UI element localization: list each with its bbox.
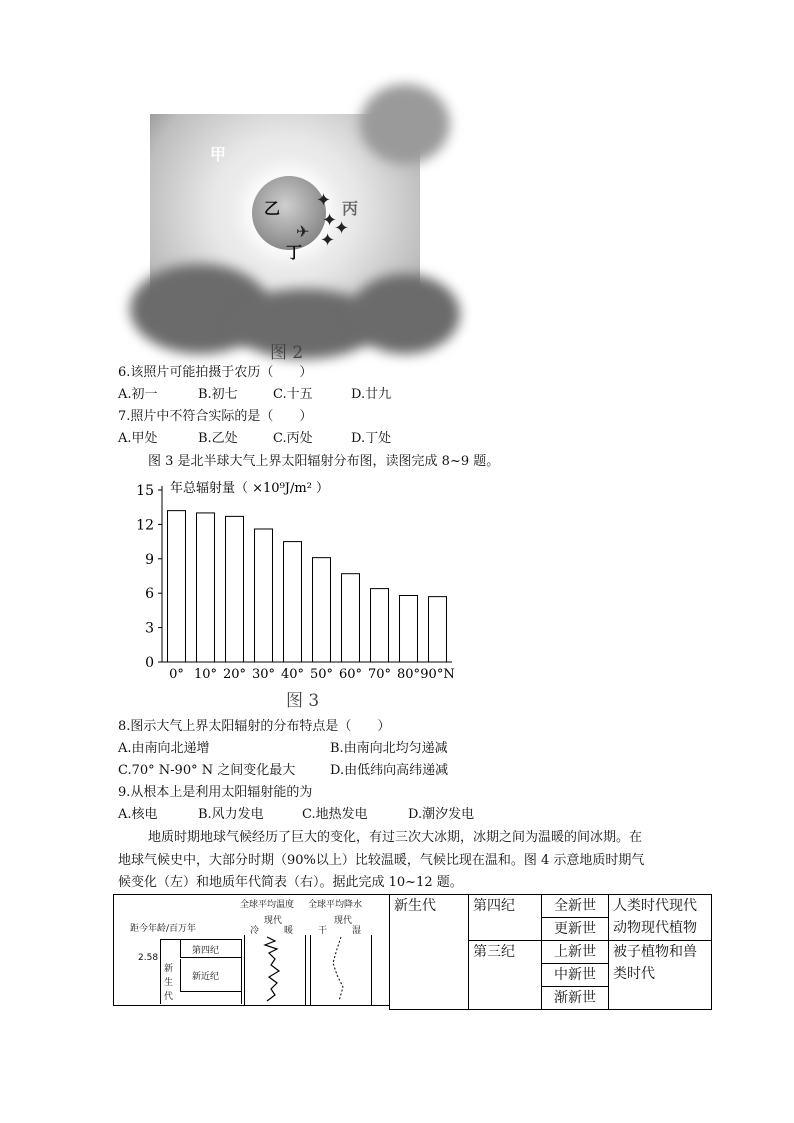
y-tick-label: 6 [145,586,154,603]
period-quaternary: 第四纪 [469,895,542,941]
bar [429,597,447,662]
radiation-chart-svg [120,474,460,682]
moon-photo [150,114,420,326]
bar [226,516,244,662]
dry-label: 干 [318,926,328,936]
bar [371,589,389,662]
precipitation-curve [311,935,371,1005]
cenozoic-label-1: 新 [164,964,174,974]
q7-option-c: C.丙处 [273,431,313,446]
q8-option-c: C.70° N-90° N 之间变化最大 [118,763,296,778]
cenozoic-label-3: 代 [164,992,174,1002]
temperature-curve [245,935,305,1005]
q7-option-d: D.丁处 [351,431,392,446]
star-icon: ✦ [320,230,336,251]
figure2-caption: 图 2 [270,343,304,363]
passage-line-2: 地球气候史中，大部分时期（90%以上）比较温暖，气候比现在温和。图 4 示意地质时期气 [118,853,645,868]
q9-option-a: A.核电 [118,807,158,822]
intro-8-9: 图 3 是北半球大气上界太阳辐射分布图，读图完成 8~9 题。 [148,454,500,469]
y-tick-label: 3 [145,620,154,637]
star-icon: ✦ [316,190,332,211]
life-era-1: 人类时代现代动物现代植物 [609,895,712,941]
passage-line-1: 地质时期地球气候经历了巨大的变化，有过三次大冰期，冰期之间为温暖的间冰期。在 [148,830,643,845]
cloud-top-right [360,84,450,164]
epoch-holocene: 全新世 [542,895,609,918]
q9-stem: 9.从根本上是利用太阳辐射能的为 [118,785,313,800]
temp-modern: 现代 [264,916,283,926]
x-tick-label: 20° [222,667,247,682]
q8-option-d: D.由低纬向高纬递减 [330,763,449,778]
wet-label: 湿 [352,926,362,936]
q9-option-d: D.潮汐发电 [408,807,475,822]
epoch-oligocene: 渐新世 [542,987,609,1010]
x-tick-label: 30° [251,667,276,682]
x-tick-label: 40° [280,667,305,682]
q6-option-a: A.初一 [118,387,158,402]
q7-option-a: A.甲处 [118,431,158,446]
climate-change-figure [113,894,390,1006]
bar [400,595,418,662]
x-tick-label: 90°N [420,667,455,682]
neogene-label: 新近纪 [192,972,220,982]
geologic-time-table [389,894,712,1010]
q8-stem: 8.图示大气上界太阳辐射的分布特点是（ ） [118,719,391,734]
y-tick-label: 0 [145,655,154,671]
q7-stem: 7.照片中不符合实际的是（ ） [118,409,313,424]
x-tick-label: 70° [367,667,392,682]
x-tick-label: 60° [338,667,363,682]
q6-option-b: B.初七 [198,387,238,402]
era-cell: 新生代 [390,895,469,1010]
q7-option-b: B.乙处 [198,431,238,446]
passage-line-3: 候变化（左）和地质年代简表（右）。据此完成 10~12 题。 [118,875,463,890]
q9-option-c: C.地热发电 [302,807,368,822]
rain-modern: 现代 [334,916,353,926]
temperature-track [244,935,306,1005]
label-yi: 乙 [264,199,281,218]
quaternary-label: 第四纪 [192,946,220,956]
bar [197,513,215,662]
bar [255,529,273,662]
epoch-pliocene: 上新世 [542,941,609,964]
bar [284,542,302,662]
rain-header: 全球平均降水 [308,900,363,910]
figure3-caption: 图 3 [286,691,320,711]
x-tick-label: 80° [396,667,421,682]
chart-title: 年总辐射量（ ×10⁹J/m² ） [170,481,330,496]
x-tick-label: 50° [309,667,334,682]
bar [342,574,360,662]
life-era-2: 被子植物和兽类时代 [609,941,712,1010]
x-tick-label: 0° [169,667,184,682]
star-icon: ✦ [334,218,350,239]
warm-label: 暖 [284,926,294,936]
period-tertiary: 第三纪 [469,941,542,1010]
q6-option-d: D.廿九 [351,387,392,402]
temp-header: 全球平均温度 [240,900,295,910]
q8-option-b: B.由南向北均匀递减 [330,741,448,756]
star-icon: ✦ [322,210,338,231]
precipitation-track [310,935,372,1005]
y-tick-label: 9 [145,551,154,568]
label-bing: 丙 [342,199,359,218]
bar [313,558,331,662]
x-tick-label: 10° [193,667,218,682]
cenozoic-label-2: 生 [164,978,174,988]
y-tick-label: 12 [136,517,154,534]
cloud-right [350,274,460,354]
q6-option-c: C.十五 [273,387,313,402]
cold-label: 冷 [250,926,260,936]
label-ding: 丁 [286,243,303,262]
q6-stem: 6.该照片可能拍摄于农历（ ） [118,365,313,380]
label-jia: 甲 [210,145,227,164]
radiation-chart [120,474,460,682]
bar [168,511,186,662]
q9-option-b: B.风力发电 [198,807,264,822]
epoch-pleistocene: 更新世 [542,918,609,941]
airplane-icon: ✈ [296,222,310,241]
age-2-58: 2.58 [138,953,159,963]
y-tick-label: 15 [136,483,154,499]
q8-option-a: A.由南向北递增 [118,741,210,756]
age-header: 距今年龄/百万年 [130,924,197,934]
epoch-miocene: 中新世 [542,964,609,987]
